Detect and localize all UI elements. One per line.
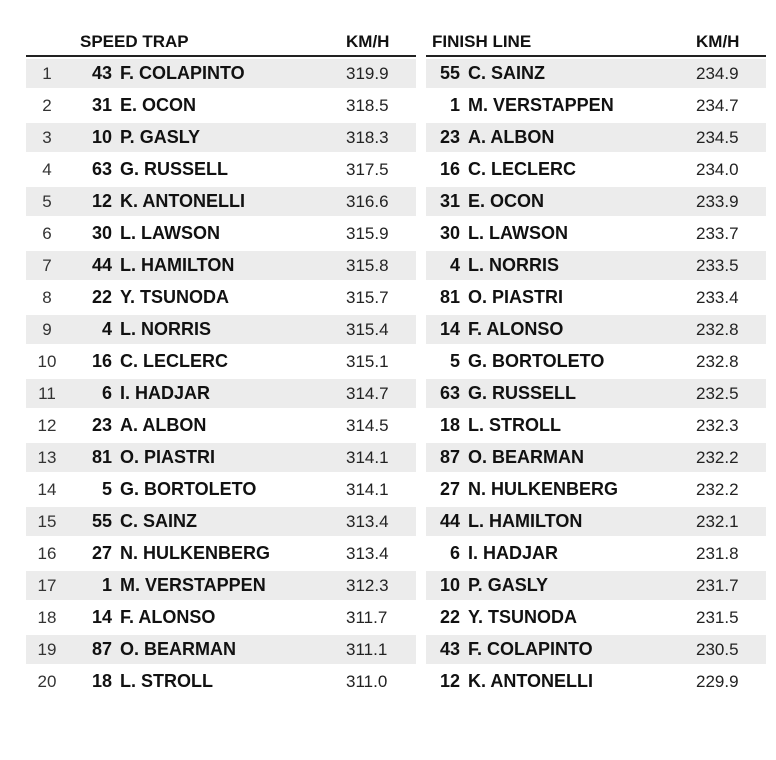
- speed-cell: 315.4: [346, 319, 389, 339]
- car-number-cell: 22: [91, 287, 112, 307]
- car-number-cell: 10: [91, 127, 112, 147]
- car-number-cell: 22: [439, 607, 460, 627]
- car-number-cell: 23: [91, 415, 112, 435]
- driver-name-cell: O. BEARMAN: [120, 639, 236, 659]
- driver-name-cell: O. BEARMAN: [468, 447, 584, 467]
- car-number-cell: 12: [439, 671, 460, 691]
- speed-cell: 311.0: [346, 671, 388, 691]
- table-row: [426, 91, 766, 120]
- speed-cell: 315.7: [346, 287, 389, 307]
- driver-name-cell: G. RUSSELL: [120, 159, 229, 179]
- car-number-cell: 16: [439, 159, 460, 179]
- speed-cell: 231.7: [696, 575, 739, 595]
- table-row: [426, 251, 766, 280]
- table-row: [26, 603, 416, 632]
- table-row: [26, 347, 416, 376]
- car-number-cell: 18: [91, 671, 112, 691]
- table-row: [426, 411, 766, 440]
- speed-cell: 233.9: [696, 191, 739, 211]
- driver-name-cell: O. PIASTRI: [120, 447, 216, 467]
- position-cell: 13: [37, 447, 57, 467]
- driver-name-cell: G. RUSSELL: [468, 383, 577, 403]
- driver-name-cell: L. STROLL: [468, 415, 561, 435]
- finish-line-rows: [426, 59, 766, 696]
- position-cell: 2: [42, 95, 52, 115]
- driver-name-cell: P. GASLY: [120, 127, 201, 147]
- driver-name-cell: C. SAINZ: [468, 63, 546, 83]
- driver-name-cell: I. HADJAR: [468, 543, 559, 563]
- driver-name-cell: P. GASLY: [468, 575, 549, 595]
- speed-cell: 315.1: [346, 351, 389, 371]
- driver-name-cell: C. LECLERC: [120, 351, 228, 371]
- speed-cell: 318.3: [346, 127, 389, 147]
- car-number-cell: 87: [439, 447, 460, 467]
- car-number-cell: 10: [439, 575, 460, 595]
- position-cell: 5: [42, 191, 52, 211]
- position-cell: 7: [42, 255, 52, 275]
- driver-name-cell: G. BORTOLETO: [120, 479, 257, 499]
- speed-cell: 313.4: [346, 543, 389, 563]
- position-cell: 11: [38, 383, 56, 403]
- speed-cell: 314.7: [346, 383, 389, 403]
- driver-name-cell: C. SAINZ: [120, 511, 198, 531]
- driver-name-cell: O. PIASTRI: [468, 287, 564, 307]
- table-row: [426, 187, 766, 216]
- position-cell: 20: [37, 671, 57, 691]
- table-row: [426, 539, 766, 568]
- speed-cell: 234.0: [696, 159, 739, 179]
- table-row: [26, 155, 416, 184]
- car-number-cell: 12: [91, 191, 112, 211]
- finish-line-table: [426, 30, 766, 699]
- speed-cell: 312.3: [346, 575, 389, 595]
- car-number-cell: 14: [439, 319, 460, 339]
- driver-name-cell: N. HULKENBERG: [120, 543, 271, 563]
- table-row: [426, 475, 766, 504]
- speed-cell: 232.2: [696, 447, 739, 467]
- driver-name-cell: F. COLAPINTO: [120, 63, 245, 83]
- finish-line-header: [426, 30, 766, 57]
- driver-name-cell: E. OCON: [120, 95, 197, 115]
- car-number-cell: 43: [439, 639, 460, 659]
- speed-cell: 315.9: [346, 223, 389, 243]
- table-row: [426, 635, 766, 664]
- position-cell: 6: [42, 223, 52, 243]
- table-row: [26, 443, 416, 472]
- speed-cell: 232.2: [696, 479, 739, 499]
- speed-trap-header: [26, 30, 416, 57]
- speed-cell: 231.8: [696, 543, 739, 563]
- speed-cell: 231.5: [696, 607, 739, 627]
- speed-cell: 319.9: [346, 63, 389, 83]
- speed-cell: 234.7: [696, 95, 739, 115]
- speed-cell: 314.1: [346, 479, 389, 499]
- table-row: [426, 59, 766, 88]
- speed-trap-title: SPEED TRAP: [80, 32, 189, 51]
- car-number-cell: 55: [439, 63, 460, 83]
- position-cell: 18: [37, 607, 57, 627]
- driver-name-cell: L. LAWSON: [120, 223, 220, 243]
- speed-cell: 232.3: [696, 415, 739, 435]
- speed-cell: 230.5: [696, 639, 739, 659]
- table-row: [26, 635, 416, 664]
- finish-line-title: FINISH LINE: [432, 32, 532, 51]
- driver-name-cell: L. LAWSON: [468, 223, 568, 243]
- speed-cell: 314.1: [346, 447, 389, 467]
- speed-cell: 232.5: [696, 383, 739, 403]
- driver-name-cell: L. NORRIS: [468, 255, 560, 275]
- table-row: [26, 251, 416, 280]
- speed-cell: 233.7: [696, 223, 739, 243]
- table-row: [26, 315, 416, 344]
- driver-name-cell: I. HADJAR: [120, 383, 211, 403]
- position-cell: 12: [37, 415, 57, 435]
- speed-cell: 234.5: [696, 127, 739, 147]
- car-number-cell: 63: [439, 383, 460, 403]
- speed-cell: 234.9: [696, 63, 739, 83]
- speed-cell: 311.7: [346, 607, 388, 627]
- driver-name-cell: A. ALBON: [468, 127, 555, 147]
- table-row: [26, 219, 416, 248]
- table-row: [426, 507, 766, 536]
- table-row: [426, 379, 766, 408]
- table-row: [426, 315, 766, 344]
- car-number-cell: 55: [91, 511, 112, 531]
- car-number-cell: 31: [91, 95, 112, 115]
- driver-name-cell: A. ALBON: [120, 415, 207, 435]
- car-number-cell: 4: [101, 319, 112, 339]
- car-number-cell: 30: [91, 223, 112, 243]
- position-cell: 17: [37, 575, 57, 595]
- speed-cell: 318.5: [346, 95, 389, 115]
- car-number-cell: 30: [439, 223, 460, 243]
- driver-name-cell: L. NORRIS: [120, 319, 212, 339]
- driver-name-cell: N. HULKENBERG: [468, 479, 619, 499]
- driver-name-cell: F. ALONSO: [468, 319, 564, 339]
- speed-cell: 315.8: [346, 255, 389, 275]
- car-number-cell: 43: [91, 63, 112, 83]
- speed-trap-rows: [26, 59, 416, 696]
- speed-cell: 317.5: [346, 159, 389, 179]
- finish-line-unit: KM/H: [696, 32, 740, 51]
- position-cell: 9: [42, 319, 52, 339]
- car-number-cell: 27: [439, 479, 460, 499]
- car-number-cell: 81: [439, 287, 460, 307]
- car-number-cell: 4: [449, 255, 460, 275]
- table-row: [426, 443, 766, 472]
- driver-name-cell: C. LECLERC: [468, 159, 576, 179]
- driver-name-cell: K. ANTONELLI: [120, 191, 245, 211]
- car-number-cell: 16: [91, 351, 112, 371]
- driver-name-cell: Y. TSUNODA: [468, 607, 578, 627]
- speed-cell: 232.8: [696, 351, 739, 371]
- table-row: [26, 475, 416, 504]
- position-cell: 10: [37, 351, 57, 371]
- driver-name-cell: L. STROLL: [120, 671, 213, 691]
- driver-name-cell: G. BORTOLETO: [468, 351, 605, 371]
- table-row: [426, 571, 766, 600]
- car-number-cell: 14: [91, 607, 112, 627]
- car-number-cell: 6: [101, 383, 112, 403]
- driver-name-cell: M. VERSTAPPEN: [120, 575, 266, 595]
- driver-name-cell: Y. TSUNODA: [120, 287, 230, 307]
- speed-cell: 232.8: [696, 319, 739, 339]
- car-number-cell: 44: [91, 255, 112, 275]
- speed-cell: 232.1: [696, 511, 739, 531]
- table-row: [26, 667, 416, 696]
- table-row: [26, 411, 416, 440]
- table-row: [426, 283, 766, 312]
- table-row: [426, 603, 766, 632]
- position-cell: 19: [37, 639, 57, 659]
- position-cell: 4: [42, 159, 52, 179]
- car-number-cell: 81: [91, 447, 112, 467]
- car-number-cell: 5: [449, 351, 460, 371]
- speed-cell: 313.4: [346, 511, 389, 531]
- driver-name-cell: K. ANTONELLI: [468, 671, 593, 691]
- speed-cell: 233.4: [696, 287, 739, 307]
- position-cell: 15: [37, 511, 57, 531]
- table-row: [26, 539, 416, 568]
- speed-trap-table: [26, 30, 416, 699]
- car-number-cell: 23: [439, 127, 460, 147]
- table-row: [426, 347, 766, 376]
- car-number-cell: 44: [439, 511, 460, 531]
- speed-trap-unit: KM/H: [346, 32, 390, 51]
- car-number-cell: 31: [439, 191, 460, 211]
- table-row: [26, 571, 416, 600]
- car-number-cell: 6: [449, 543, 460, 563]
- table-row: [26, 59, 416, 88]
- car-number-cell: 1: [101, 575, 112, 595]
- table-row: [26, 507, 416, 536]
- speed-cell: 314.5: [346, 415, 389, 435]
- car-number-cell: 1: [449, 95, 460, 115]
- position-cell: 14: [37, 479, 57, 499]
- table-row: [26, 123, 416, 152]
- driver-name-cell: L. HAMILTON: [468, 511, 583, 531]
- car-number-cell: 63: [91, 159, 112, 179]
- position-cell: 16: [37, 543, 57, 563]
- position-cell: 3: [42, 127, 52, 147]
- table-row: [426, 123, 766, 152]
- speed-cell: 233.5: [696, 255, 739, 275]
- table-row: [426, 155, 766, 184]
- speed-cell: 229.9: [696, 671, 739, 691]
- speed-cell: 311.1: [346, 639, 388, 659]
- driver-name-cell: E. OCON: [468, 191, 545, 211]
- table-row: [426, 667, 766, 696]
- table-row: [26, 283, 416, 312]
- driver-name-cell: F. COLAPINTO: [468, 639, 593, 659]
- car-number-cell: 18: [439, 415, 460, 435]
- driver-name-cell: M. VERSTAPPEN: [468, 95, 614, 115]
- table-row: [426, 219, 766, 248]
- position-cell: 1: [42, 63, 52, 83]
- car-number-cell: 27: [91, 543, 112, 563]
- speed-cell: 316.6: [346, 191, 389, 211]
- driver-name-cell: L. HAMILTON: [120, 255, 235, 275]
- car-number-cell: 87: [91, 639, 112, 659]
- table-row: [26, 187, 416, 216]
- car-number-cell: 5: [101, 479, 112, 499]
- table-row: [26, 91, 416, 120]
- position-cell: 8: [42, 287, 52, 307]
- table-row: [26, 379, 416, 408]
- driver-name-cell: F. ALONSO: [120, 607, 216, 627]
